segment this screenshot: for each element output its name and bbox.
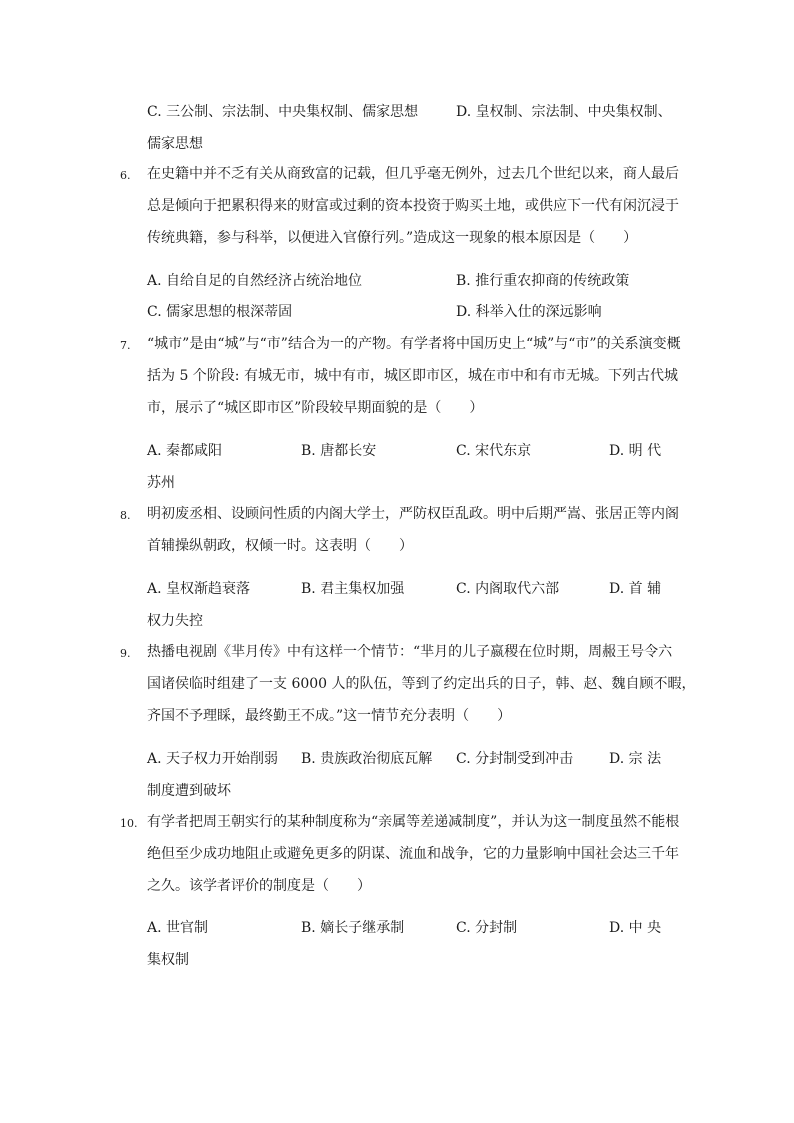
q7-stem-line-3: 市，展示了“城区即市区”阶段较早期面貌的是（ ） xyxy=(147,400,484,416)
q7-option-d-continuation: 苏州 xyxy=(147,475,175,491)
q9-option-a: A. 天子权力开始削弱 xyxy=(147,751,279,767)
q8-number: 8. xyxy=(120,509,131,522)
q10-stem-line-1: 有学者把周王朝实行的某种制度称为“亲属等差递减制度”，并认为这一制度虽然不能根 xyxy=(147,814,680,830)
q10-option-d: D. 中 央 xyxy=(609,920,662,936)
q5-option-d-continuation: 儒家思想 xyxy=(147,136,203,152)
q8-option-d-continuation: 权力失控 xyxy=(147,613,203,629)
q6-option-a: A. 自给自足的自然经济占统治地位 xyxy=(147,273,363,289)
q8-option-a: A. 皇权渐趋衰落 xyxy=(147,581,251,597)
q9-stem-line-2: 国诸侯临时组建了一支 6000 人的队伍，等到了约定出兵的日子，韩、赵、魏自顾不暇， xyxy=(147,676,696,692)
q8-option-c: C. 内阁取代六部 xyxy=(456,581,560,597)
q8-stem-line-1: 明初废丞相、设顾问性质的内阁大学士，严防权臣乱政。明中后期严嵩、张居正等内阁 xyxy=(147,506,679,522)
q6-stem-line-1: 在史籍中并不乏有关从商致富的记载，但几乎毫无例外，过去几个世纪以来，商人最后 xyxy=(147,166,679,182)
q10-option-b: B. 嫡长子继承制 xyxy=(301,920,405,936)
q9-option-c: C. 分封制受到冲击 xyxy=(456,751,574,767)
q8-option-b: B. 君主集权加强 xyxy=(301,581,405,597)
q7-stem-line-2: 括为 5 个阶段: 有城无市，城中有市，城区即市区，城在市中和有市无城。下列古代城 xyxy=(147,368,678,384)
q10-option-d-continuation: 集权制 xyxy=(147,952,189,968)
q6-option-c: C. 儒家思想的根深蒂固 xyxy=(147,304,293,320)
q9-number: 9. xyxy=(120,647,131,660)
q9-stem-line-1: 热播电视剧《芈月传》中有这样一个情节：“芈月的儿子嬴稷在位时期，周赧王号令六 xyxy=(147,644,673,660)
q10-number: 10. xyxy=(120,817,138,830)
q9-option-b: B. 贵族政治彻底瓦解 xyxy=(301,751,433,767)
q7-option-a: A. 秦都咸阳 xyxy=(147,443,223,459)
q6-option-d: D. 科举入仕的深远影响 xyxy=(456,304,602,320)
q6-option-b: B. 推行重农抑商的传统政策 xyxy=(456,273,630,289)
q10-stem-line-2: 绝但至少成功地阻止或避免更多的阴谋、流血和战争，它的力量影响中国社会达三千年 xyxy=(147,846,679,862)
q6-stem-line-2: 总是倾向于把累积得来的财富或过剩的资本投资于购买土地，或供应下一代有闲沉浸于 xyxy=(147,198,679,214)
q8-option-d: D. 首 辅 xyxy=(609,581,662,597)
q9-option-d: D. 宗 法 xyxy=(609,751,662,767)
q7-number: 7. xyxy=(120,339,131,352)
q9-stem-line-3: 齐国不予理睬，最终勤王不成。”这一情节充分表明（ ） xyxy=(147,708,512,724)
q10-option-a: A. 世官制 xyxy=(147,920,209,936)
q7-option-d: D. 明 代 xyxy=(609,443,662,459)
q5-option-c: C. 三公制、宗法制、中央集权制、儒家思想 xyxy=(147,104,419,120)
q7-option-b: B. 唐都长安 xyxy=(301,443,377,459)
q7-option-c: C. 宋代东京 xyxy=(456,443,532,459)
q8-stem-line-2: 首辅操纵朝政，权倾一时。这表明（ ） xyxy=(147,538,413,554)
q10-option-c: C. 分封制 xyxy=(456,920,518,936)
q10-stem-line-3: 之久。该学者评价的制度是（ ） xyxy=(147,878,371,894)
q6-stem-line-3: 传统典籍，参与科举，以便进入官僚行列。”造成这一现象的根本原因是（ ） xyxy=(147,230,638,246)
q5-option-d: D. 皇权制、宗法制、中央集权制、 xyxy=(456,104,672,120)
q7-stem-line-1: “城市”是由“城”与“市”结合为一的产物。有学者将中国历史上“城”与“市”的关系演变概 xyxy=(147,336,681,352)
q6-number: 6. xyxy=(120,169,131,182)
q9-option-d-continuation: 制度遭到破坏 xyxy=(147,783,231,799)
